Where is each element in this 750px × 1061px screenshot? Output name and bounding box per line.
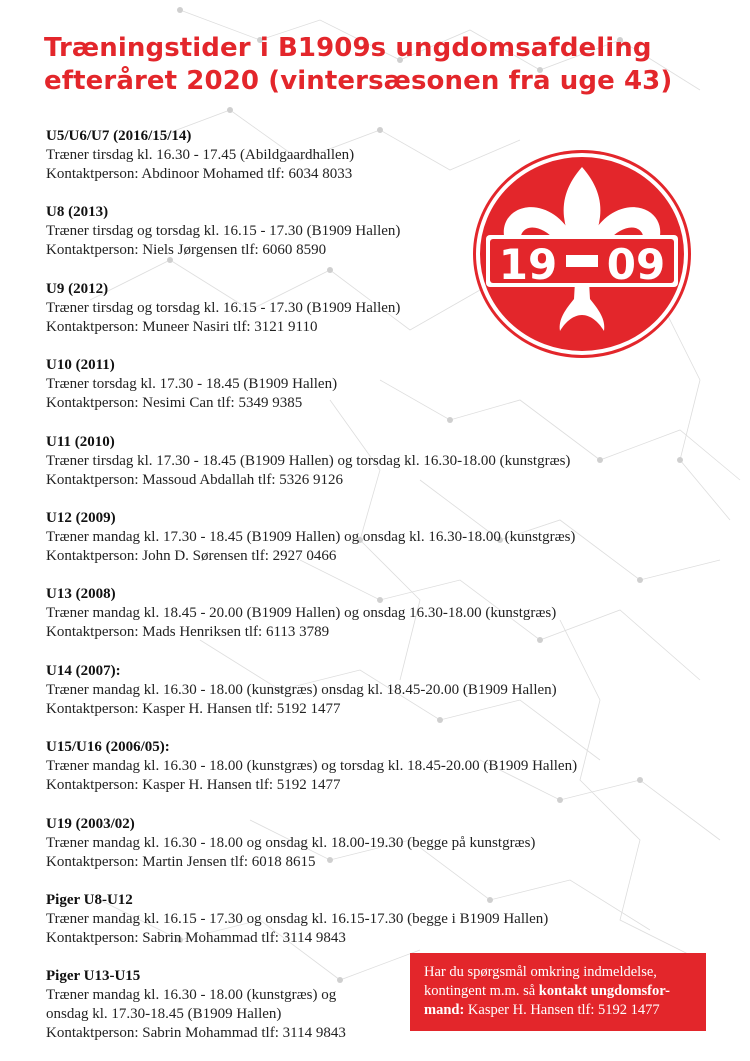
section-training-line-2: onsdag kl. 17.30-18.45 (B1909 Hallen) [46,1006,282,1023]
contact-line-3 [424,1001,696,1020]
section-heading: U11 (2010) [46,433,115,450]
section-heading: U5/U6/U7 (2016/15/14) [46,128,192,144]
title-line-1: Træningstider i B1909s ungdomsafdeling [44,33,652,63]
contact-line-2-bold: kontakt ungdomsfor- [538,983,670,999]
section-contact-line: Kontaktperson: Nesimi Can tlf: 5349 9385 [46,395,303,412]
section-training-line: Træner tirsdag kl. 16.30 - 17.45 (Abildgaardhallen) [46,147,355,163]
section-contact-line: Kontaktperson: Sabrin Mohammad tlf: 3114 9843 [46,1025,346,1042]
section-contact-line: Kontaktperson: Martin Jensen tlf: 6018 8615 [46,853,316,870]
schedule-section-u15-u16 [46,738,577,814]
schedule-section-u19 [46,815,577,891]
section-training-line: Træner tirsdag og torsdag kl. 16.15 - 17.30 (B1909 Hallen) [46,299,401,316]
logo-number-19: 19 [498,240,558,289]
schedule-section-u10 [46,356,577,432]
section-contact-line: Kontaktperson: Sabrin Mohammad tlf: 3114 9843 [46,929,346,946]
section-training-line: Træner mandag kl. 18.45 - 20.00 (B1909 Hallen) og onsdag 16.30-18.00 (kunstgræs) [46,605,557,622]
section-training-line: Træner torsdag kl. 17.30 - 18.45 (B1909 Hallen) [46,376,338,393]
section-training-line: Træner mandag kl. 16.30 - 18.00 (kunstgræs) og [46,987,337,1004]
logo-number-09: 09 [606,240,666,289]
section-training-line: Træner mandag kl. 16.30 - 18.00 og onsdag kl. 18.00-19.30 (begge på kunstgræs) [46,834,536,851]
section-contact-line: Kontaktperson: Niels Jørgensen tlf: 6060 8590 [46,242,327,259]
section-heading: U9 (2012) [46,280,109,297]
contact-info-box [410,953,706,1031]
schedule-section-u13 [46,585,577,661]
section-heading: U8 (2013) [46,204,109,221]
section-training-line: Træner mandag kl. 17.30 - 18.45 (B1909 Hallen) og onsdag kl. 16.30-18.00 (kunstgræs) [46,528,576,545]
section-training-line: Træner mandag kl. 16.30 - 18.00 (kunstgræs) og torsdag kl. 18.45-20.00 (B1909 Hallen) [46,758,578,775]
page-title [44,32,672,98]
section-training-line: Træner mandag kl. 16.15 - 17.30 og onsdag kl. 16.15-17.30 (begge i B1909 Hallen) [46,910,549,927]
section-contact-line: Kontaktperson: Mads Henriksen tlf: 6113 3789 [46,624,330,641]
contact-line-1: Har du spørgsmål omkring indmeldelse, [424,964,657,980]
section-contact-line: Kontaktperson: Kasper H. Hansen tlf: 5192 1477 [46,700,341,717]
section-contact-line: Kontaktperson: Kasper H. Hansen tlf: 5192 1477 [46,777,341,794]
section-heading: U14 (2007): [46,662,121,679]
section-heading: U10 (2011) [46,357,115,374]
section-contact-line: Kontaktperson: John D. Sørensen tlf: 2927 0466 [46,547,337,564]
section-contact-line: Kontaktperson: Abdinoor Mohamed tlf: 6034 8033 [46,166,353,182]
section-heading: U15/U16 (2006/05): [46,739,170,756]
contact-line-3-text: Kasper H. Hansen tlf: 5192 1477 [464,1002,660,1018]
schedule-section-u12 [46,509,577,585]
section-heading: Piger U8-U12 [46,891,133,908]
section-heading: Piger U13-U15 [46,968,141,985]
contact-line-3-bold: mand: [424,1002,465,1018]
section-contact-line: Kontaktperson: Muneer Nasiri tlf: 3121 9110 [46,318,318,335]
schedule-section-u14 [46,662,577,738]
section-heading: U13 (2008) [46,586,116,603]
schedule-section-u11 [46,433,577,509]
section-training-line: Træner tirsdag og torsdag kl. 16.15 - 17.30 (B1909 Hallen) [46,223,401,240]
contact-line-2 [424,982,696,1001]
section-training-line: Træner mandag kl. 16.30 - 18.00 (kunstgræs) onsdag kl. 18.45-20.00 (B1909 Hallen) [46,681,557,698]
contact-line-2-text: kontingent m.m. så [424,983,539,999]
section-heading: U12 (2009) [46,509,116,526]
b1909-club-logo [472,149,692,359]
title-line-2: efteråret 2020 (vintersæsonen fra uge 43) [44,66,673,96]
section-contact-line: Kontaktperson: Massoud Abdallah tlf: 5326 9126 [46,471,344,488]
section-heading: U19 (2003/02) [46,815,135,832]
section-training-line: Træner tirsdag kl. 17.30 - 18.45 (B1909 Hallen) og torsdag kl. 16.30-18.00 (kunstgræs) [46,452,571,469]
